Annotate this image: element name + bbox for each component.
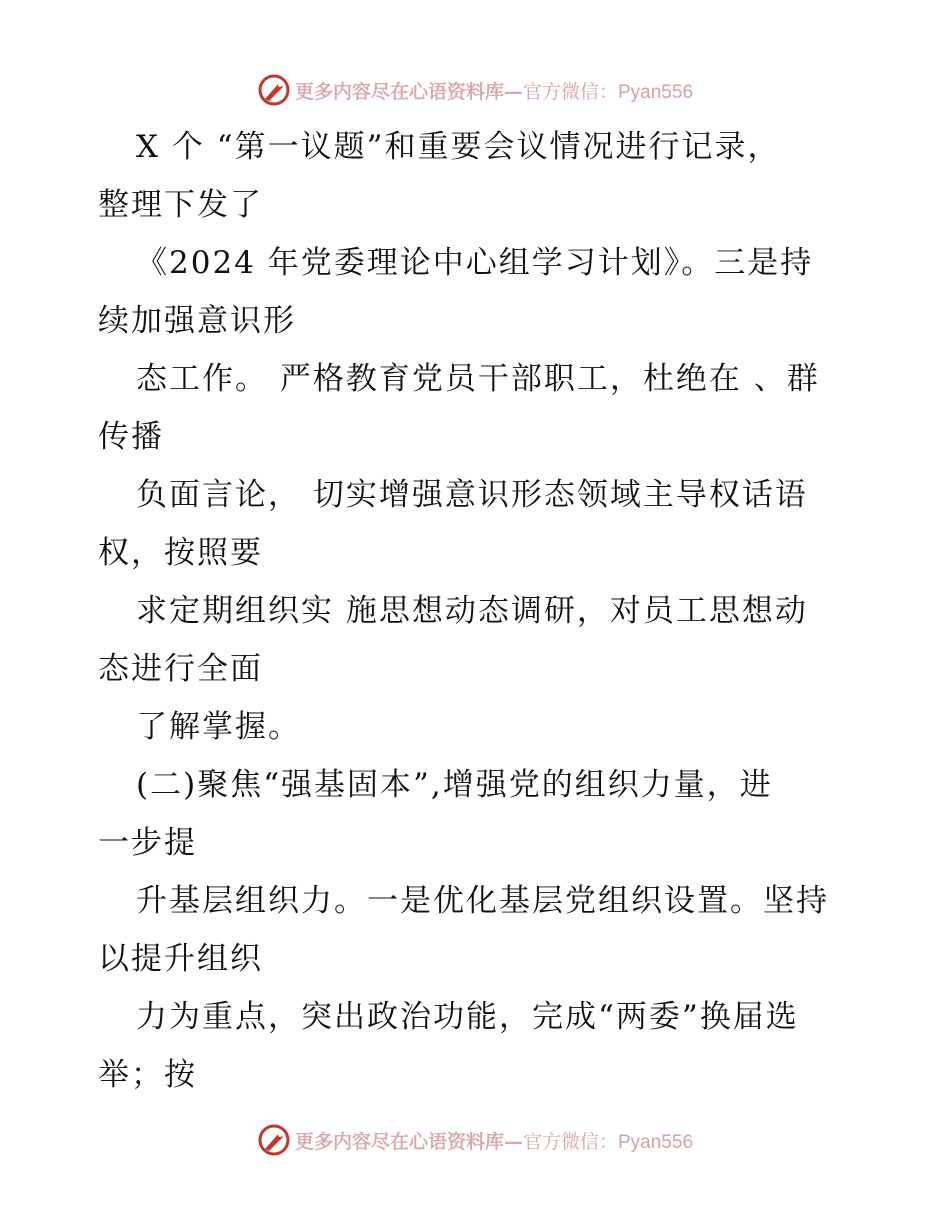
body-line: 了解掌握。 (136, 709, 301, 745)
body-line: X 个 “第一议题”和重要会议情况进行记录， (136, 129, 781, 165)
header-dash: — (503, 80, 523, 103)
body-line: 《2024 年党委理论中心组学习计划》。三是持 (136, 245, 814, 281)
header-contact-id: Pyan556 (618, 81, 694, 103)
body-line: 举；按 (98, 1057, 197, 1093)
header-site-text: 更多内容尽在心语资料库 (294, 80, 504, 103)
pen-nib-logo-icon (257, 1123, 291, 1157)
body-line: 态进行全面 (98, 651, 263, 687)
footer-watermark-banner (0, 1120, 950, 1160)
footer-banner-text (295, 1127, 693, 1154)
body-line: 力为重点，突出政治功能，完成“两委”换届选 (136, 999, 799, 1035)
header-watermark-banner (0, 70, 950, 110)
footer-site-text: 更多内容尽在心语资料库 (294, 1130, 504, 1153)
body-line: 续加强意识形 (98, 303, 296, 339)
body-line: 一步提 (98, 825, 197, 861)
body-line: 以提升组织 (98, 941, 263, 977)
body-line: 态工作。 严格教育党员干部职工，杜绝在 、群 (136, 361, 820, 397)
body-line: 求定期组织实 施思想动态调研，对员工思想动 (136, 593, 808, 629)
pen-nib-logo-icon (257, 73, 291, 107)
body-line: 负面言论， 切实增强意识形态领域主导权话语 (136, 477, 808, 513)
footer-contact-id: Pyan556 (618, 1131, 694, 1153)
footer-contact-label: 官方微信： (522, 1130, 618, 1153)
body-line: 整理下发了 (98, 187, 263, 223)
body-line: 传播 (98, 419, 164, 455)
footer-dash: — (503, 1130, 523, 1153)
document-body (98, 118, 898, 1104)
body-line: (二)聚焦“强基固本”,增强党的组织力量，进 (136, 767, 773, 803)
body-line: 升基层组织力。一是优化基层党组织设置。坚持 (136, 883, 829, 919)
body-line: 权，按照要 (98, 535, 263, 571)
header-contact-label: 官方微信： (522, 80, 618, 103)
header-banner-text (295, 77, 693, 104)
